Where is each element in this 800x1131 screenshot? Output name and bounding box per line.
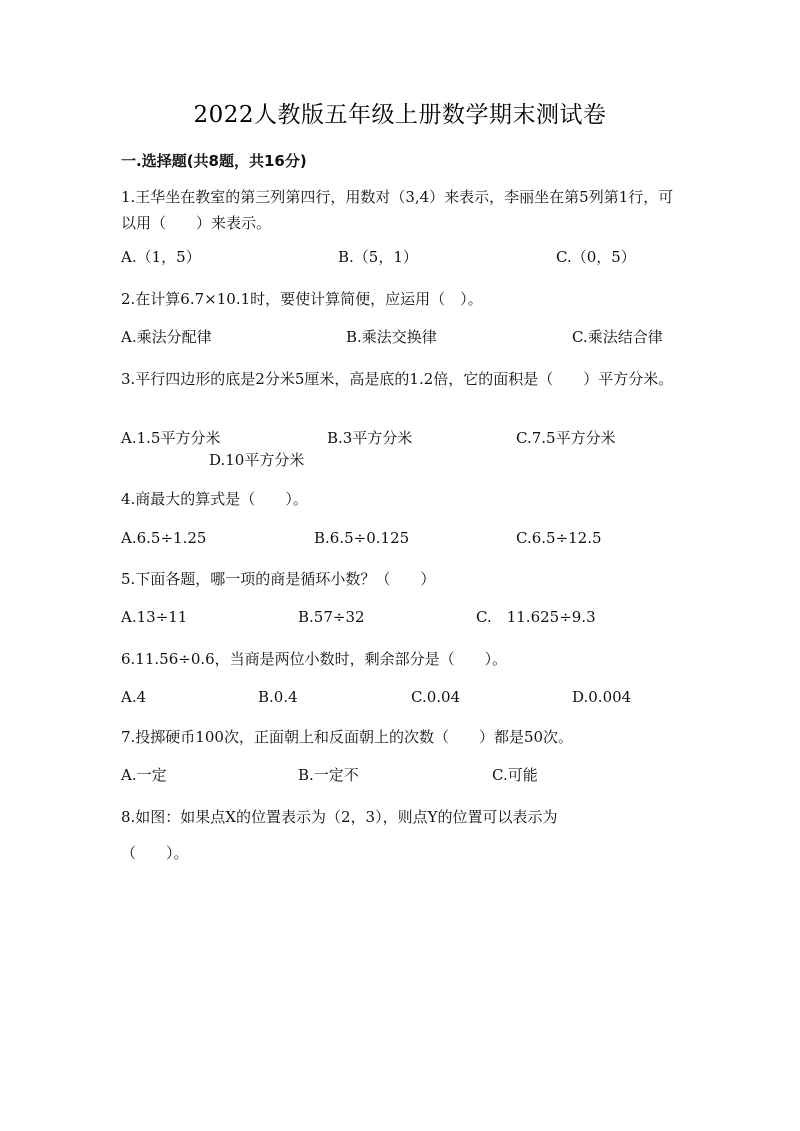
question-3-option-a[interactable]: A.1.5平方分米 bbox=[121, 429, 221, 447]
question-1-option-b[interactable]: B.（5，1） bbox=[338, 248, 418, 266]
question-1-option-a[interactable]: A.（1，5） bbox=[121, 248, 201, 266]
question-2-option-a[interactable]: A.乘法分配律 bbox=[121, 328, 212, 346]
question-3-option-b[interactable]: B.3平方分米 bbox=[327, 429, 413, 447]
question-2-stem: 2.在计算6.7×10.1时，要使计算简便，应运用（ ）。 bbox=[121, 290, 483, 308]
question-1-option-c[interactable]: C.（0，5） bbox=[556, 248, 636, 266]
question-3-option-d[interactable]: D.10平方分米 bbox=[209, 451, 305, 469]
question-4-option-c[interactable]: C.6.5÷12.5 bbox=[516, 529, 602, 547]
question-2-option-c[interactable]: C.乘法结合律 bbox=[572, 328, 663, 346]
question-6-option-d[interactable]: D.0.004 bbox=[572, 688, 632, 706]
question-5-stem: 5.下面各题，哪一项的商是循环小数？（ ） bbox=[121, 570, 436, 588]
question-6-stem: 6.11.56÷0.6，当商是两位小数时，剩余部分是（ ）。 bbox=[121, 650, 508, 668]
section-heading: 一.选择题(共8题，共16分) bbox=[121, 152, 307, 170]
question-5-option-a[interactable]: A.13÷11 bbox=[121, 608, 188, 626]
question-6-option-a[interactable]: A.4 bbox=[121, 688, 147, 706]
question-7-option-b[interactable]: B.一定不 bbox=[298, 766, 359, 784]
question-7-stem: 7.投掷硬币100次，正面朝上和反面朝上的次数（ ）都是50次。 bbox=[121, 728, 574, 746]
question-3-stem: 3.平行四边形的底是2分米5厘米，高是底的1.2倍，它的面积是（ ）平方分米。 bbox=[121, 370, 674, 388]
question-4-option-b[interactable]: B.6.5÷0.125 bbox=[314, 529, 410, 547]
question-5-option-c[interactable]: C. 11.625÷9.3 bbox=[476, 608, 596, 626]
question-4-stem: 4.商最大的算式是（ ）。 bbox=[121, 490, 308, 508]
question-3-option-c[interactable]: C.7.5平方分米 bbox=[516, 429, 616, 447]
question-8-continuation: （ ）。 bbox=[121, 844, 189, 862]
question-4-option-a[interactable]: A.6.5÷1.25 bbox=[121, 529, 207, 547]
question-6-option-b[interactable]: B.0.4 bbox=[258, 688, 298, 706]
question-7-option-a[interactable]: A.一定 bbox=[121, 766, 167, 784]
question-5-option-b[interactable]: B.57÷32 bbox=[298, 608, 365, 626]
page-title: 2022人教版五年级上册数学期末测试卷 bbox=[193, 102, 607, 128]
question-6-option-c[interactable]: C.0.04 bbox=[411, 688, 461, 706]
question-7-option-c[interactable]: C.可能 bbox=[492, 766, 538, 784]
question-1-stem: 1.王华坐在教室的第三列第四行，用数对（3,4）来表示，李丽坐在第5列第1行，可以用（ ）来表示。 bbox=[121, 188, 674, 232]
question-2-option-b[interactable]: B.乘法交换律 bbox=[346, 328, 437, 346]
question-8-stem: 8.如图：如果点X的位置表示为（2，3），则点Y的位置可以表示为 bbox=[121, 808, 558, 826]
